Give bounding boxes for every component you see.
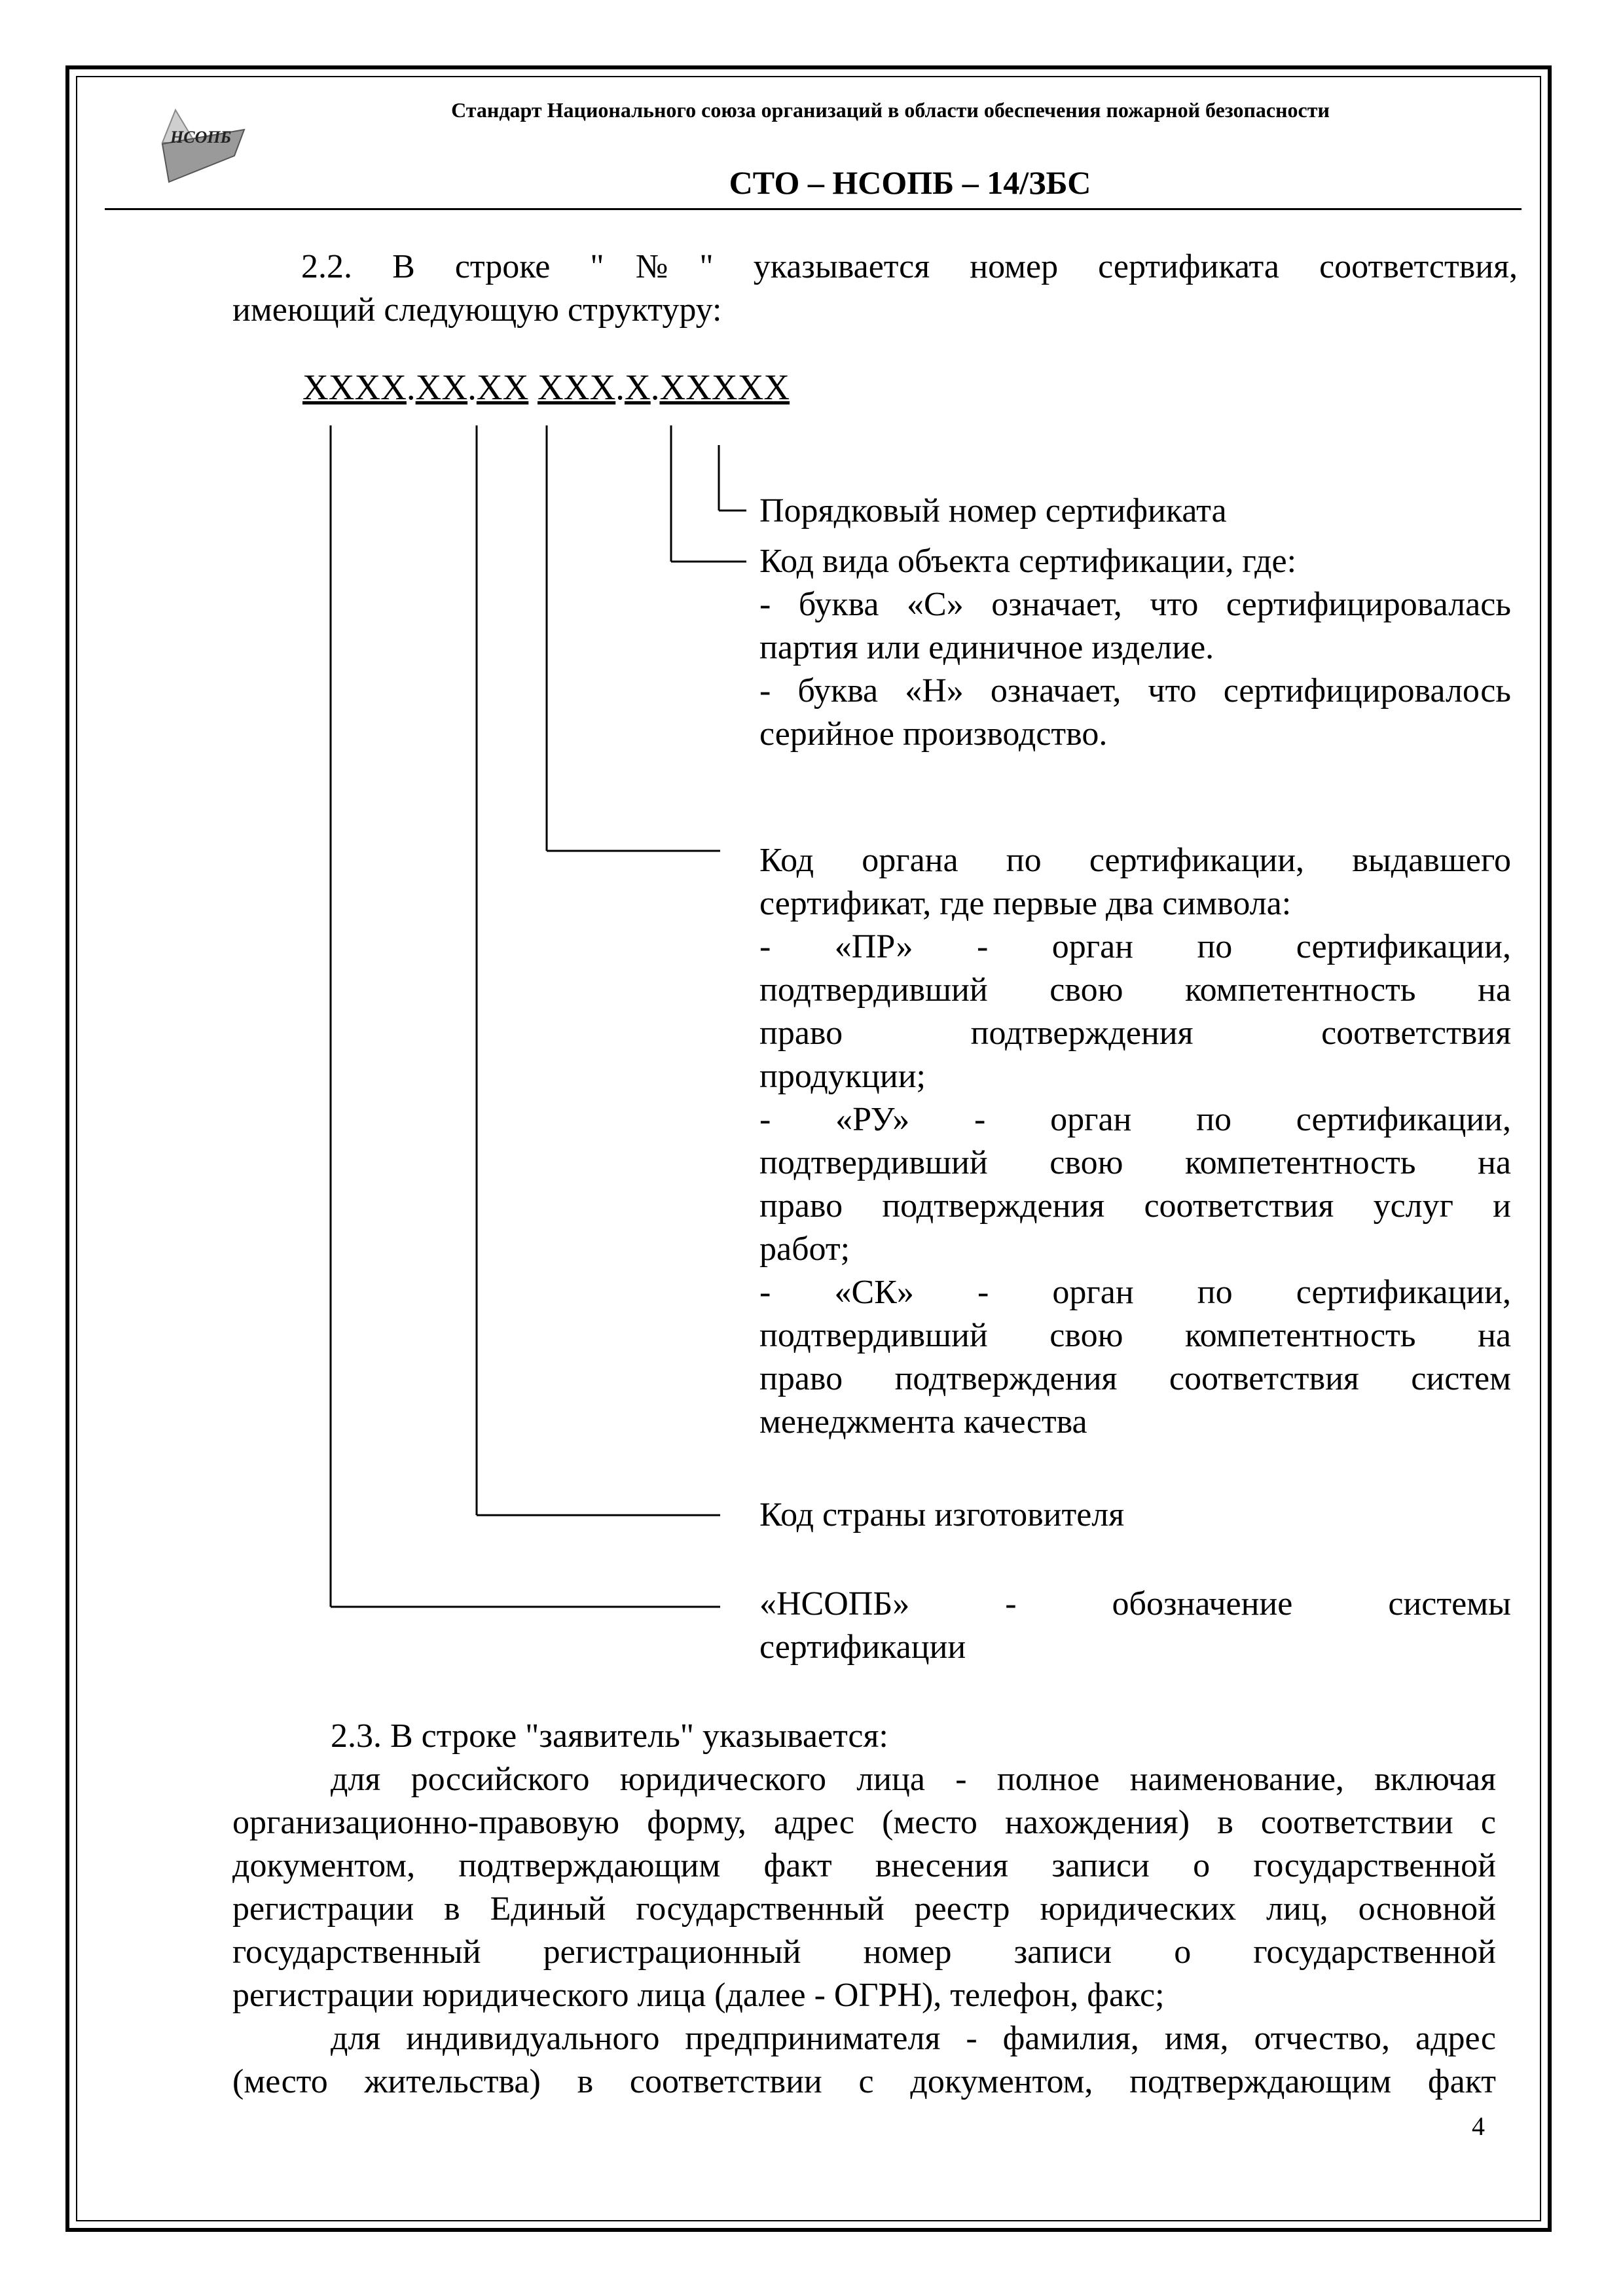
section-2-3-line: регистрации в Единый государственный реестр юридических лиц, основной [232,1890,1496,1928]
label-serial-number: Порядковый номер сертификата [759,492,1227,529]
page-number: 4 [1472,2111,1485,2141]
code-dot: . [615,367,625,407]
code-part-serial: ХХХХХ [659,367,790,407]
logo-text: НСОПБ [170,128,232,147]
label-certification-body: Код органа по сертификации, выдавшего сертификат, где первые два символа: - «ПР» - орган по сертификации, подтвердивший свою компетентность на право подтверждения соответствия продукции; - «РУ» - орган по сертификации, подтвердивший свою компетентность на право подтверждения соответствия услуг и работ; - «СК» - орган по сертификации, подтвердивший свою компетентность на право подтверждения соответствия систем менеджмента качества [759,842,1511,1441]
section-2-3-line: документом, подтверждающим факт внесения записи о государственной [232,1847,1496,1884]
section-2-3-line: (место жительства) в соответствии с документом, подтверждающим факт [232,2063,1496,2100]
section-2-2-line-1: 2.2. В строке "№" указывается номер сертификата соответствия, [301,248,1518,285]
section-2-3-line: для индивидуального предпринимателя - фамилия, имя, отчество, адрес [331,2020,1496,2057]
header-org-line: Стандарт Национального союза организаций в области обеспечения пожарной безопасности [451,98,1330,122]
section-2-3-line: регистрации юридического лица (далее - ОГРН), телефон, факс; [232,1977,1165,2014]
code-part-body-number: ХХХ [538,367,616,407]
section-2-3-line: организационно-правовую форму, адрес (место нахождения) в соответствии с [232,1804,1496,1841]
label-system-designation: «НСОПБ» - обозначение системы сертификации [759,1585,1511,1666]
label-object-kind: Код вида объекта сертификации, где: - буква «С» означает, что сертифицировалась партия или единичное изделие. - буква «Н» означает, что сертифицировалось серийное производство. [759,543,1511,753]
section-2-3-line: для российского юридического лица - полное наименование, включая [331,1761,1496,1798]
code-part-body: ХХ [476,367,529,407]
label-country-code: Код страны изготовителя [759,1496,1125,1534]
code-dot: . [467,367,477,407]
section-2-3-line: государственный регистрационный номер записи о государственной [232,1933,1496,1971]
code-part-object-kind: Х [624,367,651,407]
code-dot: . [406,367,416,407]
section-2-3-heading: 2.3. В строке "заявитель" указывается: [331,1717,888,1755]
code-part-system: ХХХХ [302,367,407,407]
header-doc-code: СТО – НСОПБ – 14/ЗБС [729,164,1091,201]
section-2-2-line-2: имеющий следующую структуру: [232,291,722,329]
code-dot: . [650,367,660,407]
code-part-country: ХХ [415,367,468,407]
